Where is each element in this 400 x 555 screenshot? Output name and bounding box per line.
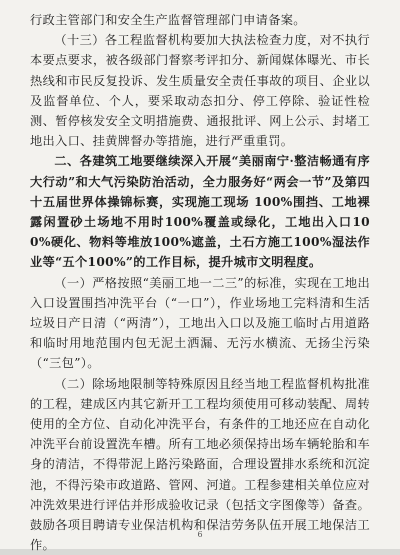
paragraph-item-2: （二）除场地限制等特殊原因且经当地工程监督机构批准的工程，建成区内其它新开工工程均须使用可移动装配、周转使用的全方位、自动化冲洗平台，有条件的工地还应在自动化冲洗平台前设置洗车槽。所有工地必须保持出场车辆轮胎和车身的清洁，不得带泥上路污染路面，合理设置排水系统和沉淀池，不得污染市政道路、管网、河道。工程参建相关单位应对冲洗效果进行评估并形成验收记录（包括文字图像等）备查。鼓励各项目聘请专业保洁机构和保洁劳务队伍开展工地保洁工作。 [30,376,370,553]
page-number: 6 [197,530,203,539]
paragraph-item-13: （十三）各工程监督机构要加大执法检查力度，对不执行本要点要求，被各级部门督察考评扣分、新闻媒体曝光、市长热线和市民反复投诉、发生质量安全责任事故的项目、企业以及监督单位、个人，要采取动态扣分、停工停除、验证性检测、暂停核发安全文明措施费、通报批评、网上公示、封堵工地出入口、挂黄牌督办等措施，进行严重重罚。 [30,33,370,149]
paragraph-continuation: 行政主管部门和安全生产监督管理部门申请备案。 [30,13,306,27]
section-heading-2: 二、各建筑工地要继续深入开展“美丽南宁·整洁畅通有序大行动”和大气污染防治活动，全力服务好“两会一节”及第四十五届世界体操锦标赛，实现施工现场 100%围挡、工地裸露闲置砂土场地不用时100%覆盖或绿化，工地出入口100%硬化、物料等堆放100%遮盖，土石方施工100%湿法作业等“五个100%”的工作目标，提升城市文明程度。 [30,154,370,270]
paragraph-item-1: （一）严格按照“美丽工地一二三”的标准，实现在工地出入口设置围挡冲洗平台（“一口”），作业场地工完料清和生活垃圾日产日清（“两清”），工地出入口以及施工临时占用道路和临时用地范围内包无泥土洒漏、无污水横流、无扬尘污染（“三包”）。 [30,275,370,371]
